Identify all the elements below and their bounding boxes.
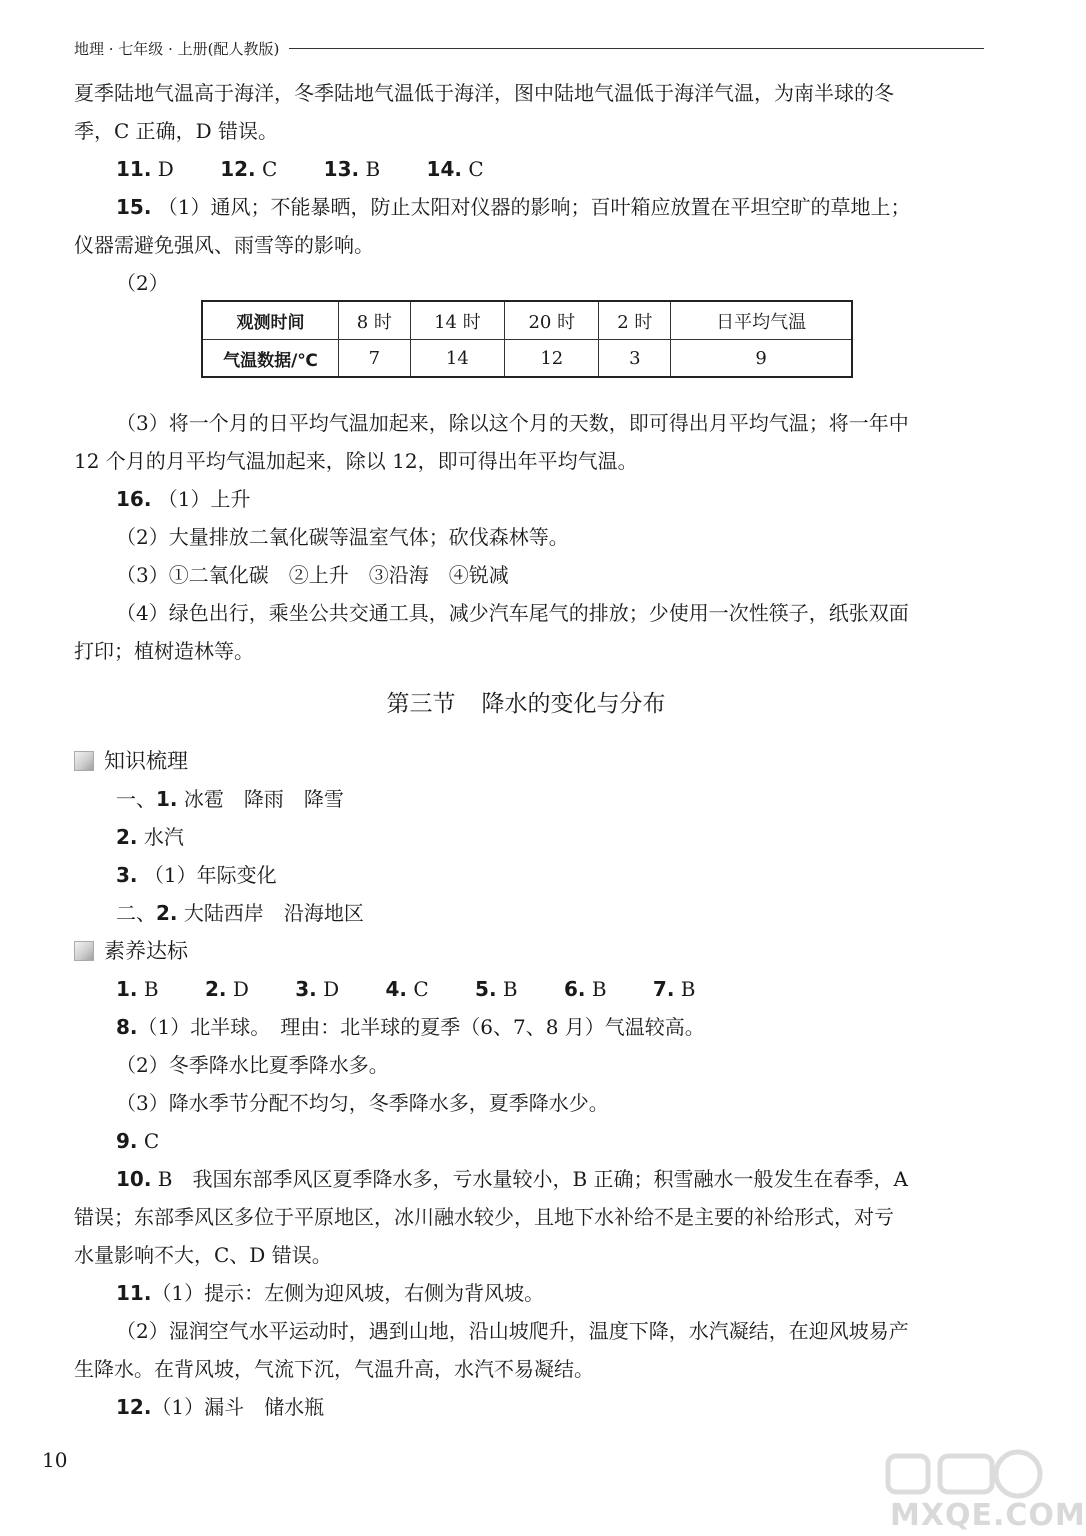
page-number: 10 (42, 1448, 68, 1472)
text-line (116, 188, 984, 226)
text-line: （2）湿润空气水平运动时，遇到山地，沿山坡爬升，温度下降，水汽凝结，在迎风坡易产 (116, 1319, 909, 1343)
prefix: 一、 (116, 787, 156, 811)
table-cell: 12 (505, 340, 599, 377)
question-number: 4. (385, 977, 408, 1001)
question-number: 9. (116, 1129, 138, 1153)
text-line: （2） (116, 271, 169, 295)
question-number: 1. (116, 977, 138, 1001)
text-line: （4）绿色出行，乘坐公共交通工具，减少汽车尾气的排放；少使用一次性筷子，纸张双面 (116, 601, 909, 625)
item-number: 2. (116, 825, 138, 849)
answer-text: B 我国东部季风区夏季降水多，亏水量较小，B 正确；积雪融水一般发生在春季，A (157, 1167, 908, 1191)
question-number: 16. (116, 487, 152, 511)
table-cell: 3 (599, 340, 671, 377)
table-cell: 14 时 (410, 301, 504, 340)
question-number: 5. (475, 977, 497, 1001)
text-line: （3）将一个月的日平均气温加起来，除以这个月的天数，即可得出月平均气温；将一年中 (116, 411, 909, 435)
table-header-row (202, 301, 852, 340)
text-line (116, 1274, 984, 1312)
item-number: 2. (156, 901, 178, 925)
text-line: （2）大量排放二氧化碳等温室气体；砍伐森林等。 (116, 525, 569, 549)
text-line (116, 1388, 984, 1426)
table-cell: 9 (671, 340, 852, 377)
square-bullet-icon (74, 751, 94, 771)
prefix: 二、 (116, 901, 156, 925)
question-number: 11. (116, 157, 152, 181)
text-line (116, 818, 984, 856)
answer: C (413, 977, 429, 1001)
section-name: 降水的变化与分布 (481, 691, 666, 717)
text-line (116, 480, 984, 518)
practice-heading (74, 932, 188, 970)
answer: C (468, 157, 484, 181)
question-number: 13. (323, 157, 360, 181)
answer: B (591, 977, 607, 1001)
answer: B (365, 157, 381, 181)
question-number: 12. (116, 1395, 152, 1419)
text-line: 夏季陆地气温高于海洋，冬季陆地气温低于海洋，图中陆地气温低于海洋气温，为南半球的冬 (74, 81, 894, 105)
text-line: （3）降水季节分配不均匀，冬季降水多，夏季降水少。 (116, 1091, 609, 1115)
item-text: 水汽 (143, 825, 184, 849)
question-number: 10. (116, 1167, 152, 1191)
answer-text: （1）漏斗 储水瓶 (151, 1395, 325, 1419)
item-text: 大陆西岸 沿海地区 (183, 901, 364, 925)
header-rule (289, 48, 984, 49)
table-cell: 观测时间 (202, 301, 339, 340)
answer-line-11-14 (116, 150, 984, 188)
table-cell: 2 时 (599, 301, 671, 340)
text-line: （3）①二氧化碳 ②上升 ③沿海 ④锐减 (116, 563, 509, 587)
section-number: 第三节 (386, 691, 456, 717)
answer-text: （1）上升 (157, 487, 251, 511)
answer: D (323, 977, 340, 1001)
text-line (116, 1160, 984, 1198)
heading-text: 素养达标 (104, 939, 188, 963)
answer: C (143, 1129, 160, 1153)
answer: C (262, 157, 278, 181)
item-number: 1. (156, 787, 178, 811)
answer: D (232, 977, 249, 1001)
answer: B (143, 977, 159, 1001)
item-text: 冰雹 降雨 降雪 (183, 787, 344, 811)
question-number: 2. (204, 977, 227, 1001)
answer: B (680, 977, 696, 1001)
question-number: 7. (652, 977, 675, 1001)
item-number: 3. (116, 863, 138, 887)
header-title: 地理 · 七年级 · 上册(配人教版) (74, 39, 280, 58)
section-title (0, 684, 1052, 724)
answer: D (157, 157, 174, 181)
question-number: 15. (116, 195, 152, 219)
text-line: 错误；东部季风区多位于平原地区，冰川融水较少，且地下水补给不是主要的补给形式，对亏 (74, 1205, 894, 1229)
answer-text: （1）北半球。 理由：北半球的夏季（6、7、8 月）气温较高。 (137, 1015, 705, 1039)
question-number: 3. (295, 977, 317, 1001)
text-line (116, 780, 984, 818)
text-line (116, 1122, 984, 1160)
text-line: 仪器需避免强风、雨雪等的影响。 (74, 233, 374, 257)
answer-line-1-7 (116, 970, 984, 1008)
question-number: 8. (116, 1015, 138, 1039)
text-line: （2）冬季降水比夏季降水多。 (116, 1053, 389, 1077)
table-cell: 7 (339, 340, 411, 377)
question-number: 14. (426, 157, 462, 181)
square-bullet-icon (74, 941, 94, 961)
text-line (116, 894, 984, 932)
table-cell: 日平均气温 (671, 301, 852, 340)
text-line: 水量影响不大，C、D 错误。 (74, 1243, 332, 1267)
table-cell: 14 (410, 340, 504, 377)
text-line: 生降水。在背风坡，气流下沉，气温升高，水汽不易凝结。 (74, 1357, 594, 1381)
table-cell: 气温数据/℃ (202, 340, 339, 377)
heading-text: 知识梳理 (104, 749, 188, 773)
question-number: 6. (563, 977, 586, 1001)
watermark-text: MXQE.COM (890, 1498, 1086, 1533)
temperature-table (201, 300, 853, 378)
question-number: 11. (116, 1281, 152, 1305)
question-number: 12. (220, 157, 256, 181)
page-header (74, 36, 984, 60)
text-line (116, 856, 984, 894)
table-row (202, 340, 852, 377)
answer-text: （1）提示：左侧为迎风坡，右侧为背风坡。 (151, 1281, 545, 1305)
item-text: （1）年际变化 (143, 863, 277, 887)
table-cell: 8 时 (339, 301, 411, 340)
text-line: 季，C 正确，D 错误。 (74, 119, 279, 143)
answer-text: （1）通风；不能暴晒，防止太阳对仪器的影响；百叶箱应放置在平坦空旷的草地上； (157, 195, 911, 219)
knowledge-heading (74, 742, 188, 780)
text-line (116, 1008, 984, 1046)
text-line: 12 个月的月平均气温加起来，除以 12，即可得出年平均气温。 (74, 449, 638, 473)
table-cell: 20 时 (505, 301, 599, 340)
answer: B (502, 977, 518, 1001)
text-line: 打印；植树造林等。 (74, 639, 254, 663)
